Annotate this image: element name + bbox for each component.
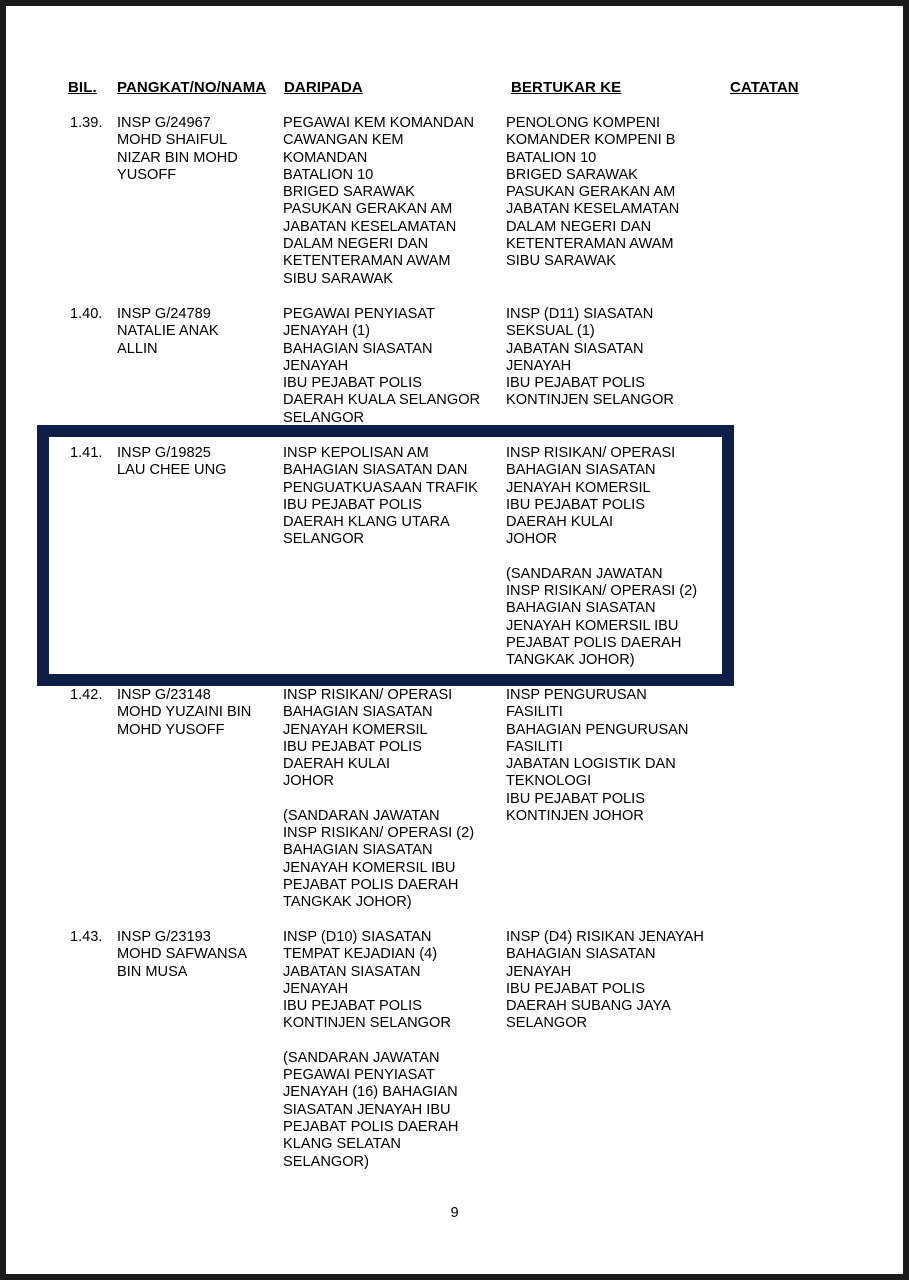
text-line: JENAYAH KOMERSIL IBU <box>283 859 456 876</box>
text-line: INSP G/24789 <box>117 306 211 322</box>
text-line: IBU PEJABAT POLIS <box>283 496 422 513</box>
text-line: KETENTERAMAN AWAM <box>506 236 674 253</box>
row-number: 1.39. <box>70 115 103 131</box>
text-line: FASILITI <box>506 704 563 721</box>
text-line: TEKNOLOGI <box>506 773 592 790</box>
text-line: JENAYAH <box>506 963 572 980</box>
text-line: INSP G/24967 <box>117 115 211 131</box>
text-line: SEKSUAL (1) <box>506 323 595 340</box>
posting-text <box>283 115 474 288</box>
text-line: IBU PEJABAT POLIS <box>506 375 645 392</box>
posting-text <box>506 445 697 549</box>
text-line: PASUKAN GERAKAN AM <box>283 201 453 218</box>
officer-name <box>117 306 219 358</box>
text-line: IBU PEJABAT POLIS <box>506 496 645 513</box>
transfer-to-posting <box>506 115 679 271</box>
text-line: INSP RISIKAN/ OPERASI (2) <box>506 583 698 600</box>
text-line: TEMPAT KEJADIAN (4) <box>283 946 438 963</box>
transfer-to-posting <box>506 929 704 1033</box>
text-line: DAERAH SUBANG JAYA <box>506 998 671 1015</box>
text-line: INSP PENGURUSAN <box>506 687 647 703</box>
text-line: JENAYAH <box>506 357 572 374</box>
text-line: IBU PEJABAT POLIS <box>283 998 422 1015</box>
text-line: IBU PEJABAT POLIS <box>283 375 422 392</box>
text-line: NIZAR BIN MOHD <box>117 149 238 166</box>
posting-note <box>506 566 697 670</box>
posting-text <box>283 445 478 549</box>
text-line: MOHD SAFWANSA <box>117 946 247 963</box>
text-line: JENAYAH <box>283 980 349 997</box>
text-line: SELANGOR <box>283 531 365 548</box>
posting-text <box>506 306 674 410</box>
text-line: INSP (D11) SIASATAN <box>506 306 654 322</box>
text-line: MOHD YUZAINI BIN <box>117 704 252 721</box>
text-line: JENAYAH KOMERSIL <box>506 479 651 496</box>
from-posting <box>283 115 474 288</box>
officer-name <box>117 115 238 184</box>
text-line: BAHAGIAN SIASATAN <box>283 340 433 357</box>
posting-text <box>506 115 679 271</box>
text-line: SIBU SARAWAK <box>283 270 394 287</box>
transfer-to-posting <box>506 306 674 410</box>
text-line: SELANGOR <box>506 1015 588 1032</box>
text-line: ALLIN <box>117 340 158 357</box>
text-line: KONTINJEN SELANGOR <box>283 1015 451 1032</box>
text-line: BRIGED SARAWAK <box>506 166 638 183</box>
text-line: (SANDARAN JAWATAN <box>506 565 663 582</box>
text-line: INSP G/23148 <box>117 687 211 703</box>
text-line: DAERAH KLANG UTARA <box>283 514 450 531</box>
text-line: JABATAN KESELAMATAN <box>506 201 680 218</box>
transfer-to-posting <box>506 687 688 825</box>
text-line: INSP G/19825 <box>117 445 211 461</box>
text-line: FASILITI <box>506 738 563 755</box>
text-line: INSP RISIKAN/ OPERASI <box>283 687 453 703</box>
text-line: (SANDARAN JAWATAN <box>283 807 440 824</box>
posting-note <box>283 808 474 912</box>
text-line: PEJABAT POLIS DAERAH <box>283 876 459 893</box>
text-line: JABATAN KESELAMATAN <box>283 218 457 235</box>
text-line: JENAYAH KOMERSIL <box>283 721 428 738</box>
text-line: BAHAGIAN SIASATAN <box>506 462 656 479</box>
text-line: KONTINJEN JOHOR <box>506 808 644 825</box>
text-line: IBU PEJABAT POLIS <box>506 790 645 807</box>
text-line: BAHAGIAN SIASATAN <box>506 600 656 617</box>
text-line: BIN MUSA <box>117 963 188 980</box>
row-number: 1.41. <box>70 445 103 461</box>
text-line: PENGUATKUASAAN TRAFIK <box>283 479 478 496</box>
row-number: 1.42. <box>70 687 103 703</box>
text-line: IBU PEJABAT POLIS <box>283 738 422 755</box>
text-line: SELANGOR) <box>283 1153 369 1170</box>
text-line: MOHD YUSOFF <box>117 721 225 738</box>
text-line: KOMANDER KOMPENI B <box>506 132 676 149</box>
text-line: JABATAN SIASATAN <box>283 963 421 980</box>
posting-note <box>283 1050 458 1171</box>
text-line: (SANDARAN JAWATAN <box>283 1049 440 1066</box>
posting-text <box>283 929 458 1033</box>
header-pangkat-no-nama: PANGKAT/NO/NAMA <box>117 79 267 96</box>
text-line: SIASATAN JENAYAH IBU <box>283 1101 451 1118</box>
transfer-to-posting <box>506 445 697 670</box>
posting-text <box>506 929 704 1033</box>
text-line: DAERAH KULAI <box>506 514 614 531</box>
text-line: INSP RISIKAN/ OPERASI <box>506 445 676 461</box>
text-line: JENAYAH (1) <box>283 323 371 340</box>
text-line: SIBU SARAWAK <box>506 253 617 270</box>
text-line: PEJABAT POLIS DAERAH <box>506 634 682 651</box>
header-bil: BIL. <box>68 79 97 96</box>
header-daripada: DARIPADA <box>284 79 363 96</box>
officer-name <box>117 445 226 480</box>
text-line: JOHOR <box>506 531 558 548</box>
text-line: INSP KEPOLISAN AM <box>283 445 429 461</box>
text-line: PASUKAN GERAKAN AM <box>506 184 676 201</box>
text-line: JENAYAH KOMERSIL IBU <box>506 617 679 634</box>
text-line: BAHAGIAN SIASATAN <box>283 842 433 859</box>
text-line: MOHD SHAIFUL <box>117 132 228 149</box>
text-line: KLANG SELATAN <box>283 1136 401 1153</box>
posting-text <box>283 687 474 791</box>
text-line: DAERAH KULAI <box>283 756 391 773</box>
text-line: BAHAGIAN SIASATAN <box>283 704 433 721</box>
text-line: SELANGOR <box>283 409 365 426</box>
page-number: 9 <box>450 1205 459 1221</box>
text-line: KOMANDAN <box>283 149 368 166</box>
text-line: INSP G/23193 <box>117 929 211 945</box>
text-line: DALAM NEGERI DAN <box>283 236 429 253</box>
from-posting <box>283 929 458 1171</box>
text-line: JABATAN SIASATAN <box>506 340 644 357</box>
from-posting <box>283 445 478 549</box>
from-posting <box>283 306 480 427</box>
text-line: BATALION 10 <box>283 166 374 183</box>
text-line: BRIGED SARAWAK <box>283 184 415 201</box>
text-line: INSP RISIKAN/ OPERASI (2) <box>283 825 475 842</box>
text-line: TANGKAK JOHOR) <box>506 652 635 669</box>
header-bertukar-ke: BERTUKAR KE <box>511 79 622 96</box>
text-line: DAERAH KUALA SELANGOR <box>283 392 481 409</box>
text-line: DALAM NEGERI DAN <box>506 218 652 235</box>
officer-name <box>117 687 251 739</box>
text-line: YUSOFF <box>117 166 177 183</box>
text-line: JOHOR <box>283 773 335 790</box>
text-line: TANGKAK JOHOR) <box>283 894 412 911</box>
text-line: PEGAWAI KEM KOMANDAN <box>283 115 475 131</box>
text-line: BAHAGIAN SIASATAN DAN <box>283 462 468 479</box>
officer-name <box>117 929 247 981</box>
posting-text <box>283 306 480 427</box>
text-line: INSP (D4) RISIKAN JENAYAH <box>506 929 704 945</box>
text-line: PEJABAT POLIS DAERAH <box>283 1118 459 1135</box>
text-line: PEGAWAI PENYIASAT <box>283 306 435 322</box>
text-line: PENOLONG KOMPENI <box>506 115 661 131</box>
posting-text <box>506 687 688 825</box>
from-posting <box>283 687 474 912</box>
text-line: KONTINJEN SELANGOR <box>506 392 674 409</box>
text-line: JENAYAH <box>283 357 349 374</box>
text-line: CAWANGAN KEM <box>283 132 404 149</box>
text-line: BAHAGIAN PENGURUSAN <box>506 721 689 738</box>
text-line: PEGAWAI PENYIASAT <box>283 1067 435 1084</box>
text-line: KETENTERAMAN AWAM <box>283 253 451 270</box>
text-line: NATALIE ANAK <box>117 323 219 340</box>
header-catatan: CATATAN <box>730 79 799 96</box>
text-line: BATALION 10 <box>506 149 597 166</box>
text-line: INSP (D10) SIASATAN <box>283 929 432 945</box>
text-line: IBU PEJABAT POLIS <box>506 980 645 997</box>
text-line: BAHAGIAN SIASATAN <box>506 946 656 963</box>
row-number: 1.40. <box>70 306 103 322</box>
text-line: JABATAN LOGISTIK DAN <box>506 756 676 773</box>
row-number: 1.43. <box>70 929 103 945</box>
text-line: LAU CHEE UNG <box>117 462 227 479</box>
text-line: JENAYAH (16) BAHAGIAN <box>283 1084 458 1101</box>
